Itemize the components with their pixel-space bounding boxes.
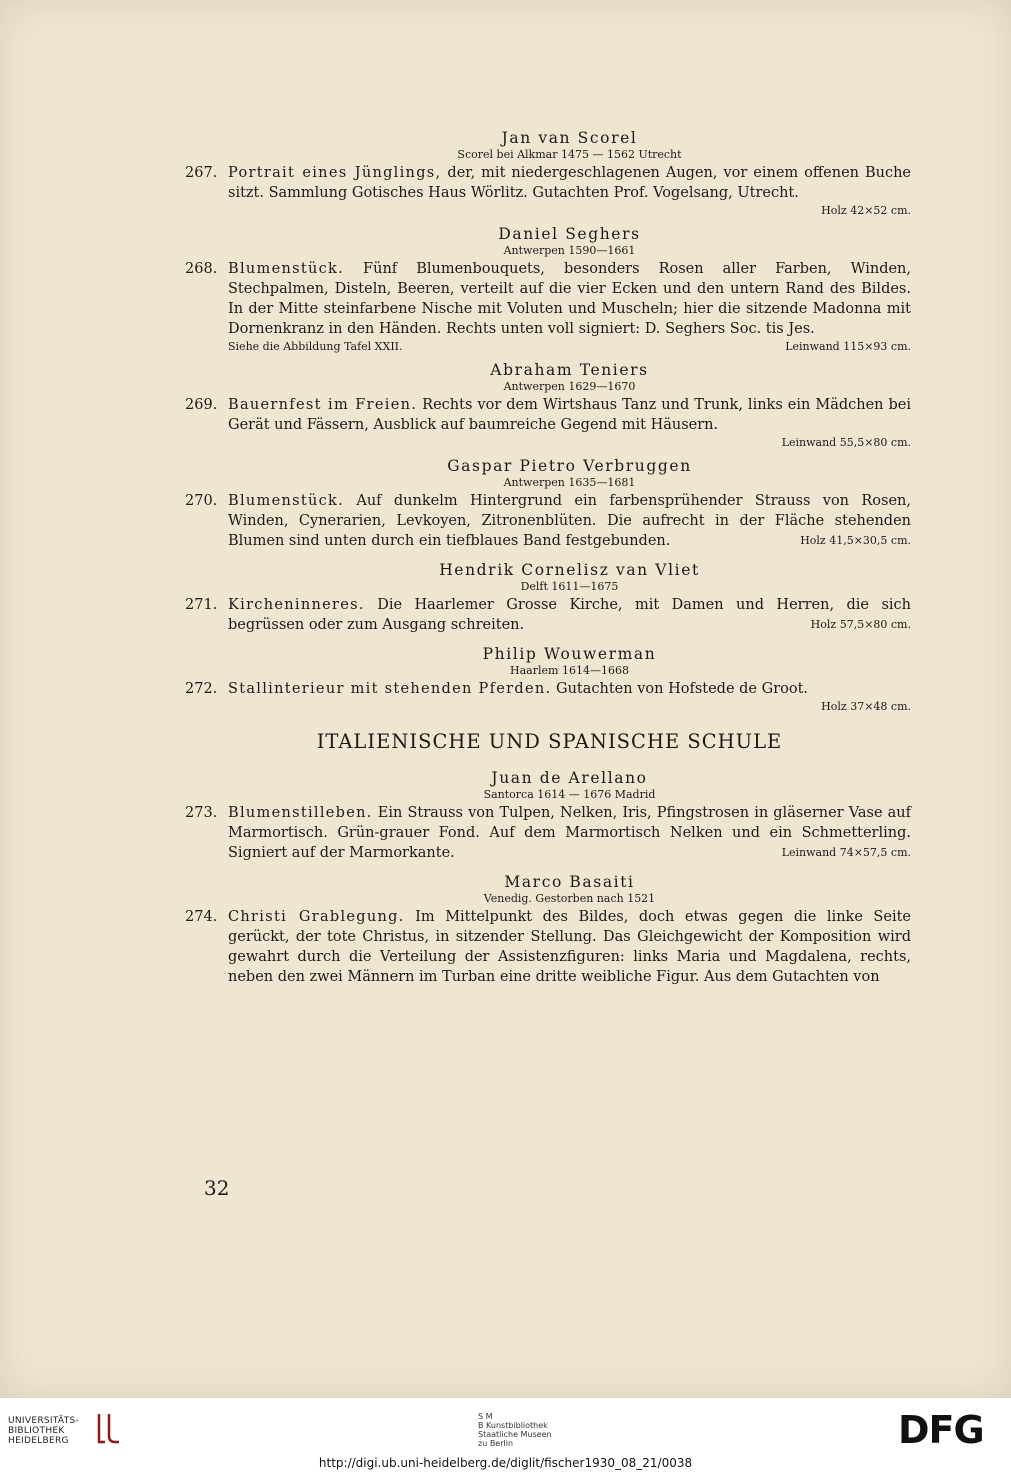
entry-text xyxy=(185,163,911,203)
entry-meta xyxy=(228,339,911,354)
page-number: 32 xyxy=(204,1176,230,1200)
artist-name: Daniel Seghers xyxy=(498,225,641,243)
entry-number: 274. xyxy=(185,909,218,925)
viewer-footer xyxy=(0,1398,1011,1473)
entry-description: Ein Strauss von Tulpen, Nelken, Iris, Pfingstrosen in gläserner Vase auf Marmortisch. Grün-grauer Fond. Auf dem Marmortisch Nelken und ein Schmetterling. Signiert auf der Marmorkante. xyxy=(228,805,911,861)
entry-title: Bauernfest im Freien. xyxy=(228,397,418,413)
entry-medium: Leinwand 74×57,5 cm. xyxy=(781,846,911,859)
entry-medium: Leinwand 115×93 cm. xyxy=(785,340,911,353)
catalog-entry xyxy=(185,768,911,863)
entry-text xyxy=(185,907,911,987)
artist-origin: Haarlem 1614—1668 xyxy=(510,664,629,677)
artist-name: Marco Basaiti xyxy=(504,873,635,891)
page-content xyxy=(185,128,912,987)
entry-text xyxy=(185,679,911,699)
entry-description: Auf dunkelm Hintergrund ein farbensprühender Strauss von Rosen, Winden, Cynerarien, Levkoyen, Zitronenblüten. Die aufrecht in der Fläche stehenden Blumen sind unten durch ein tiefblaues Band festgebunden. xyxy=(228,493,911,549)
entry-number: 272. xyxy=(185,681,218,697)
entry-medium: Holz 42×52 cm. xyxy=(821,204,911,217)
entry-number: 273. xyxy=(185,805,218,821)
section-heading: ITALIENISCHE UND SPANISCHE SCHULE xyxy=(316,730,783,753)
entry-medium: Holz 41,5×30,5 cm. xyxy=(800,534,911,547)
artist-name: Hendrik Cornelisz van Vliet xyxy=(439,561,700,579)
entry-text xyxy=(185,259,911,339)
artist-origin: Venedig. Gestorben nach 1521 xyxy=(483,892,656,905)
dfg-logo: DFG xyxy=(898,1408,984,1452)
entry-title: Christi Grablegung. xyxy=(228,909,405,925)
entry-medium: Leinwand 55,5×80 cm. xyxy=(781,436,911,449)
entry-title: Portrait eines Jünglings, xyxy=(228,165,442,181)
library-logo-icon xyxy=(95,1412,121,1446)
artist-origin: Santorca 1614 — 1676 Madrid xyxy=(483,788,656,801)
entry-text xyxy=(185,803,911,863)
artist-name: Philip Wouwerman xyxy=(482,645,657,663)
catalog-entry xyxy=(185,128,911,218)
entry-number: 270. xyxy=(185,493,218,509)
entry-meta xyxy=(228,203,911,218)
entry-description: Gutachten von Hofstede de Groot. xyxy=(551,681,809,697)
entry-reference: Siehe die Abbildung Tafel XXII. xyxy=(228,340,403,353)
entry-text xyxy=(185,491,911,551)
source-url[interactable]: http://digi.ub.uni-heidelberg.de/diglit/fischer1930_08_21/0038 xyxy=(318,1456,693,1470)
artist-origin: Antwerpen 1590—1661 xyxy=(503,244,636,257)
entry-description: Im Mittelpunkt des Bildes, doch etwas gegen die linke Seite gerückt, der tote Christus, in sitzender Stellung. Das Gleichgewicht der Komposition wird gewahrt durch die Verteilung der Assistenzfiguren: links Maria und Magdalena, rechts, neben den zwei Männern im Turban eine dritte weibliche Figur. Aus dem Gutachten von xyxy=(228,909,911,985)
museum-credit: S M B Kunstbibliothek Staatliche Museen zu Berlin xyxy=(478,1412,552,1448)
artist-name: Juan de Arellano xyxy=(491,769,648,787)
artist-name: Gaspar Pietro Verbruggen xyxy=(447,457,692,475)
entry-description: der, mit niedergeschlagenen Augen, vor einem offenen Buche sitzt. Sammlung Gotisches Haus Wörlitz. Gutachten Prof. Vogelsang, Utrecht. xyxy=(228,165,911,201)
catalog-entry xyxy=(185,872,911,987)
entry-title: Blumenstück. xyxy=(228,261,345,277)
entry-number: 268. xyxy=(185,261,218,277)
catalog-entry xyxy=(185,224,911,354)
artist-name: Abraham Teniers xyxy=(490,361,649,379)
entry-description: Fünf Blumenbouquets, besonders Rosen aller Farben, Winden, Stechpalmen, Disteln, Beeren, verteilt auf die vier Ecken und den untern Rand des Bildes. In der Mitte steinfarbene Nische mit Voluten und Muscheln; hier die sitzende Madonna mit Dornenkranz in den Händen. Rechts unten voll signiert: D. Seghers Soc. tis Jes. xyxy=(228,261,911,337)
artist-origin: Scorel bei Alkmar 1475 — 1562 Utrecht xyxy=(457,148,682,161)
entry-description: Die Haarlemer Grosse Kirche, mit Damen und Herren, die sich begrüssen oder zum Ausgang schreiten. xyxy=(228,597,911,633)
entry-title: Stallinterieur mit stehenden Pferden. xyxy=(228,681,552,697)
catalog-entry xyxy=(185,644,911,714)
entry-number: 271. xyxy=(185,597,218,613)
catalog-entry xyxy=(185,360,912,450)
artist-origin: Antwerpen 1635—1681 xyxy=(503,476,636,489)
library-name: UNIVERSITÄTS- BIBLIOTHEK HEIDELBERG xyxy=(8,1416,80,1446)
entry-text xyxy=(185,595,911,635)
entry-text xyxy=(185,395,912,435)
catalog-entry xyxy=(185,456,911,551)
entry-description: Rechts vor dem Wirtshaus Tanz und Trunk, links ein Mädchen bei Gerät und Fässern, Ausblick auf baumreiche Gegend mit Häusern. xyxy=(228,397,912,433)
artist-name: Jan van Scorel xyxy=(501,129,638,147)
entry-meta xyxy=(228,435,911,450)
entry-meta xyxy=(228,699,911,714)
entry-title: Blumenstilleben. xyxy=(228,805,373,821)
entry-title: Blumenstück. xyxy=(228,493,345,509)
catalog-entry xyxy=(185,560,911,635)
entry-medium: Holz 57,5×80 cm. xyxy=(810,618,911,631)
entry-number: 269. xyxy=(185,397,218,413)
artist-origin: Delft 1611—1675 xyxy=(520,580,619,593)
entry-number: 267. xyxy=(185,165,218,181)
artist-origin: Antwerpen 1629—1670 xyxy=(503,380,636,393)
entry-medium: Holz 37×48 cm. xyxy=(821,700,911,713)
entry-title: Kircheninneres. xyxy=(228,597,365,613)
